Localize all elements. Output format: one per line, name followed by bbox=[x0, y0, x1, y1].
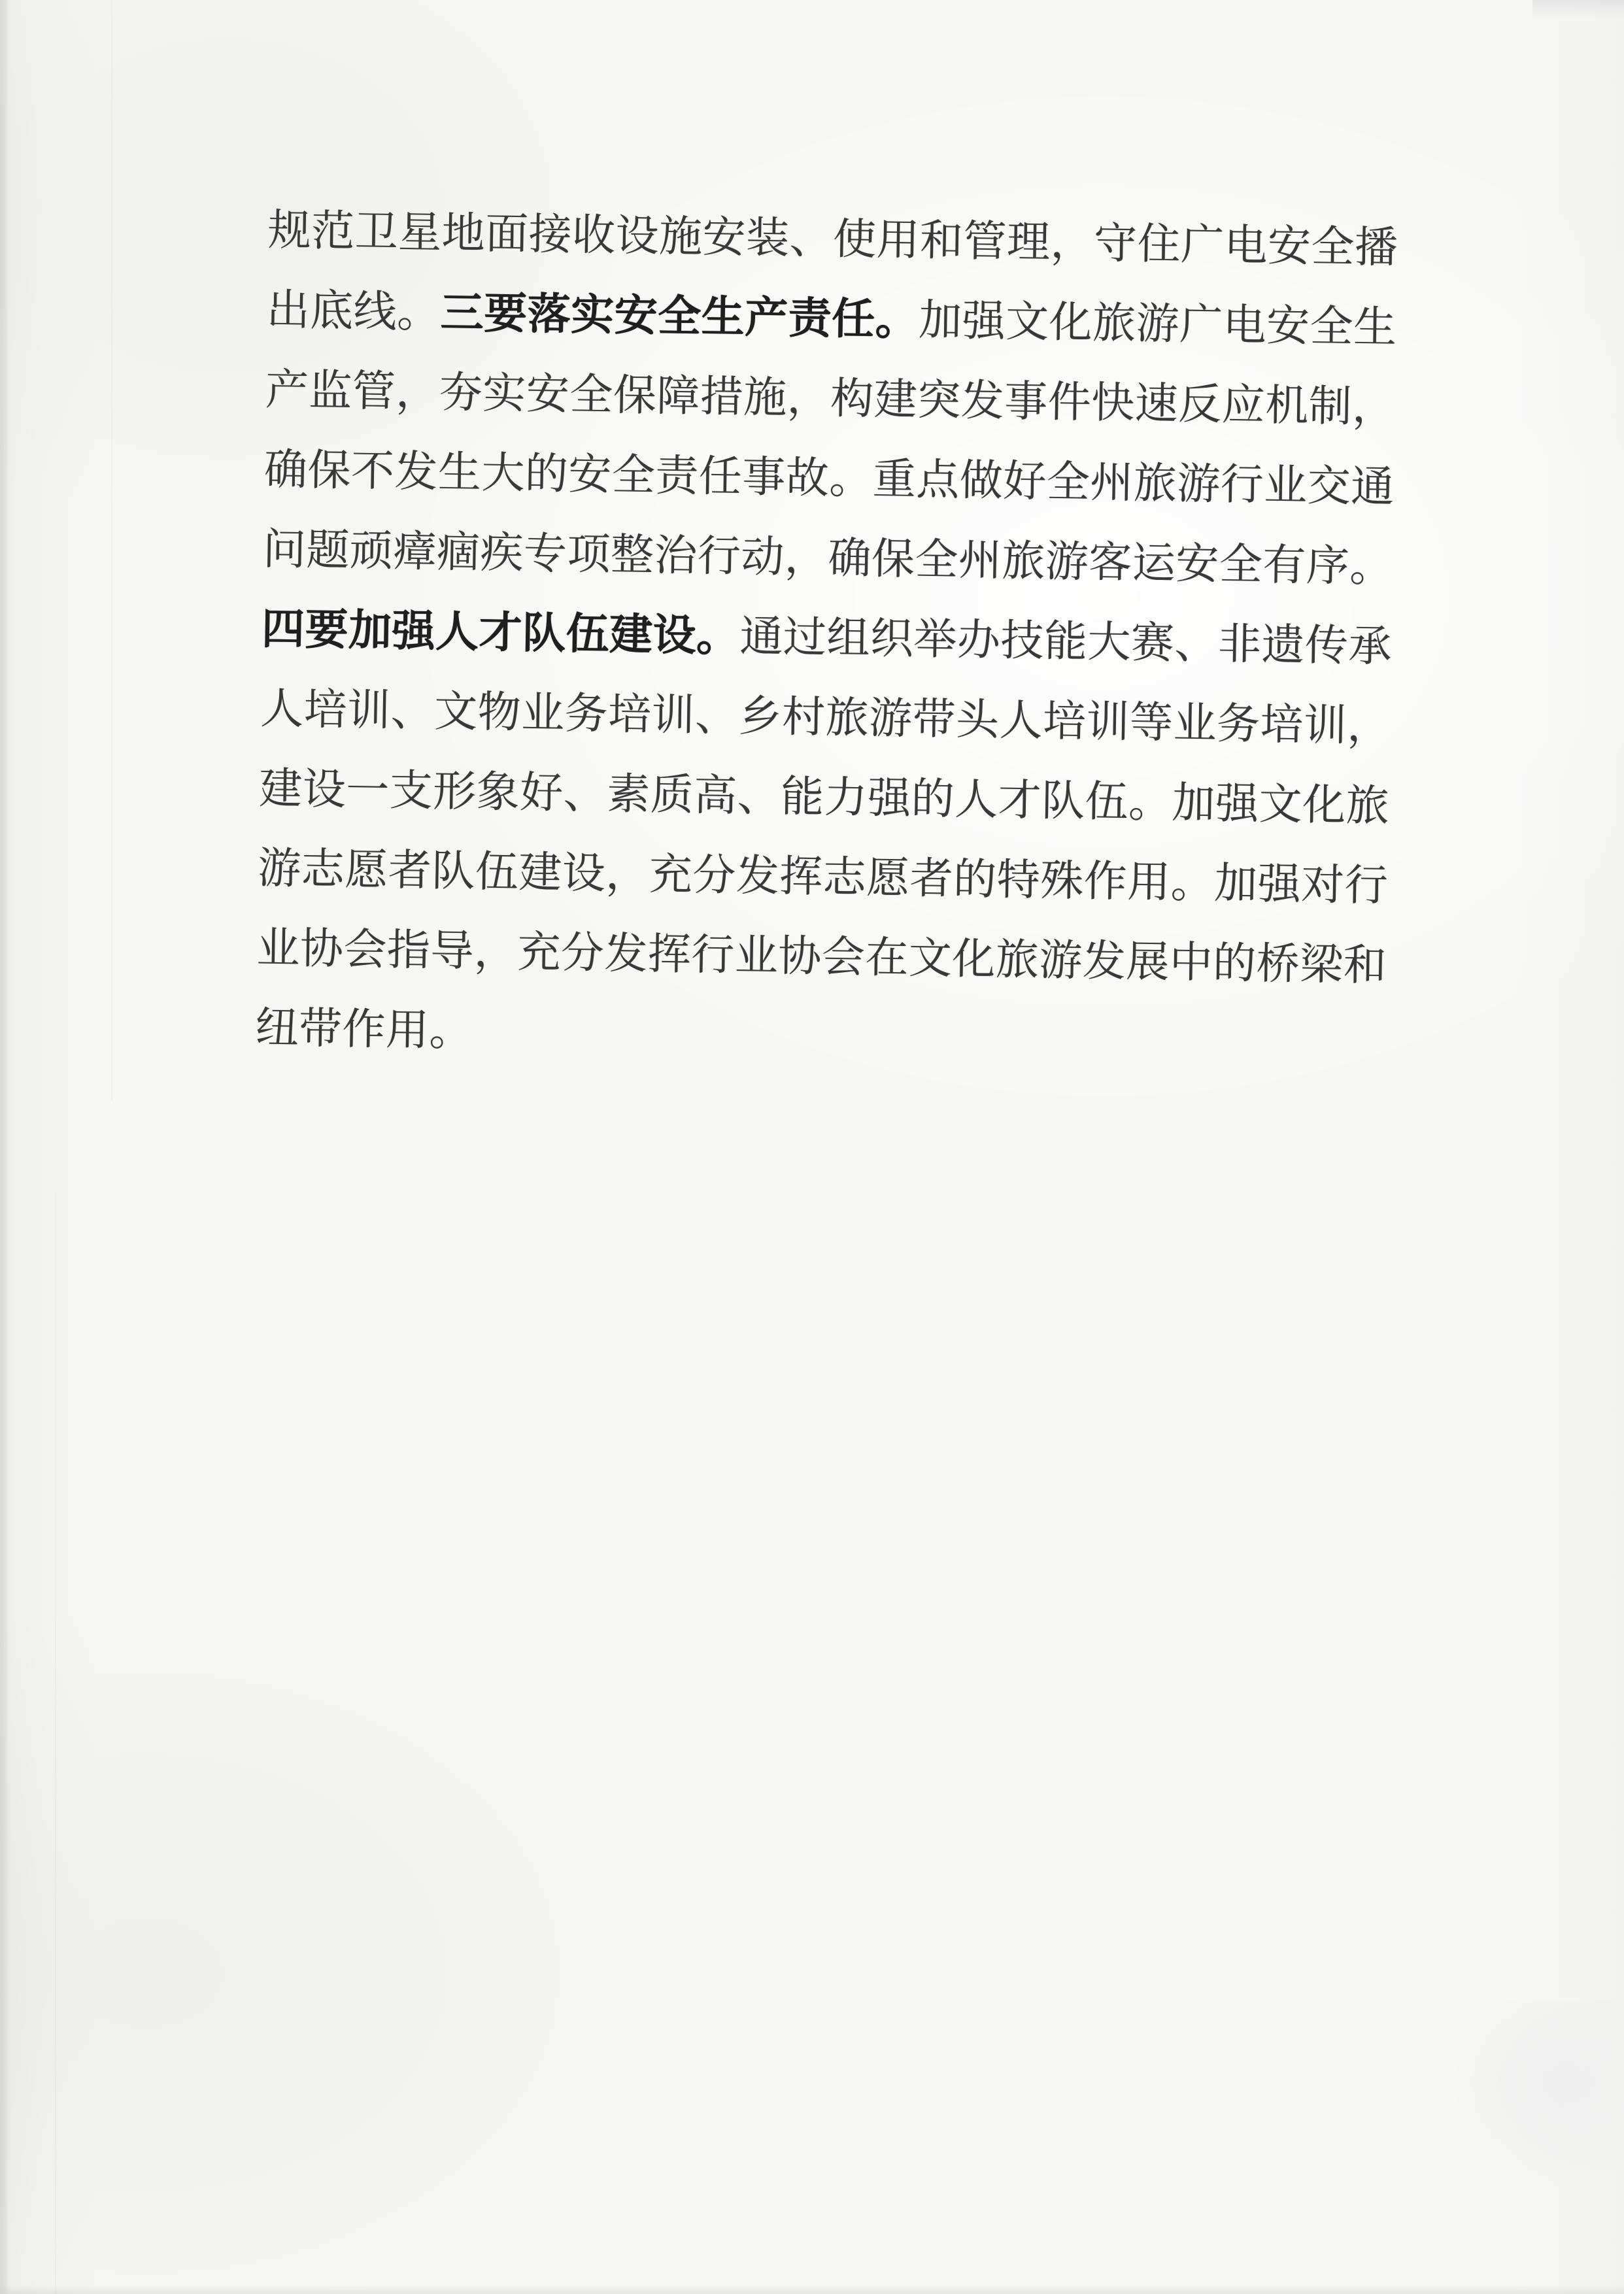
text-segment: 业协会指导，充分发挥行业协会在文化旅游发展中的桥梁和 bbox=[256, 924, 1387, 990]
bold-text-segment: 三要落实安全生产责任。 bbox=[440, 289, 919, 345]
text-segment: 问题顽瘴痼疾专项整治行动，确保全州旅游客运安全有序。 bbox=[262, 526, 1394, 592]
text-segment: 通过组织举办技能大赛、非遗传承 bbox=[739, 613, 1393, 671]
text-segment: 游志愿者队伍建设，充分发挥志愿者的特殊作用。加强对行 bbox=[257, 845, 1389, 911]
text-segment: 纽带作用。 bbox=[254, 1004, 473, 1056]
scanner-streak-line bbox=[55, 1193, 56, 2294]
scanner-corner-shadow bbox=[1532, 0, 1624, 18]
text-segment: 确保不发生大的安全责任事故。重点做好全州旅游行业交通 bbox=[263, 446, 1395, 512]
document-text-block bbox=[255, 191, 1419, 1086]
text-segment: 规范卫星地面接收设施安装、使用和管理，守住广电安全播 bbox=[267, 207, 1399, 273]
text-segment: 出底线。 bbox=[266, 286, 441, 337]
text-segment: 建设一支形象好、素质高、能力强的人才队伍。加强文化旅 bbox=[258, 765, 1390, 831]
scanner-left-edge-shadow bbox=[0, 0, 8, 2294]
text-segment: 产监管，夯实安全保障措施，构建突发事件快速反应机制， bbox=[265, 366, 1396, 432]
text-segment: 加强文化旅游广电安全生 bbox=[918, 296, 1398, 352]
bold-text-segment: 四要加强人才队伍建设。 bbox=[261, 605, 741, 661]
scanner-paper-mottle bbox=[1402, 2000, 1624, 2209]
scanner-streak-line bbox=[111, 0, 112, 1101]
text-segment: 人培训、文物业务培训、乡村旅游带头人培训等业务培训， bbox=[260, 685, 1391, 751]
